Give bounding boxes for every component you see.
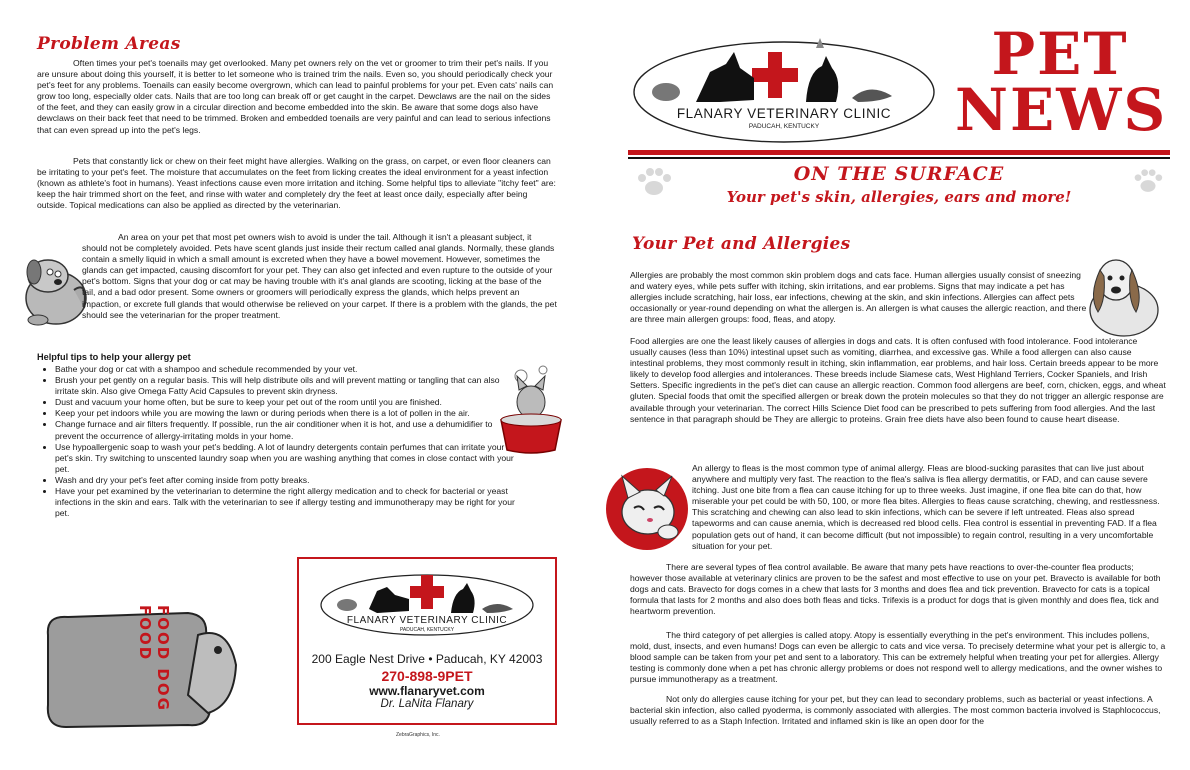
allergies-paragraph-2: Food allergies are one the least likely causes of allergies in dogs and cats. It is often confused with food intolerance. Food intolerance usually causes (less than 10%) intestinal upset such as vomiting, diarrhea, and excessive gas. While a food allergen can also cause intestinal problems, they most commonly result in itching, skin inflammation, ear problems, and hair loss. Certain breeds appear to be more likely to develop food allergies and intolerances. These breeds include Siamese cats, West Highland Terriers, Cocker Spaniels, and Irish Setters. Specific ingredients in the pet's diet can cause an allergic reaction. Common food allergens are beef, corn, chicken, eggs, and wheat gluten. Special foods that omit the specified allergen or break down the protein molecules so that they do not trigger an allergic response are available through your veterinarian. The correct Hills Science Diet food can be prescribed to pets suffering from food allergies. And the last sentence in that paragraph should be They are allergic to proteins. Grain free diets have also been found to cause heart disease. [630, 336, 1166, 424]
masthead-clinic-name: FLANARY VETERINARY CLINIC [676, 106, 892, 121]
problem-areas-heading: Problem Areas [37, 34, 181, 54]
cat-in-tub-icon [495, 362, 567, 456]
card-website: www.flanaryvet.com [369, 684, 485, 698]
allergies-paragraph-6: Not only do allergies cause itching for your pet, but they can lead to secondary problems, such as bacterial or yeast infections. A bacterial skin infection, also called pyoderma, is commonly associated with allergies. The most common bacteria involved is Staphlococcus, usually referred to as a Staph Infection. Irritated and inflamed skin is like an open door for the [630, 694, 1161, 727]
masthead-rule-black [628, 157, 1170, 159]
list-item: • Bathe your dog or cat with a shampoo and schedule recommended by your vet. [55, 364, 515, 375]
credit-line: ZebraGraphics, Inc. [396, 732, 440, 738]
allergies-paragraph-4: There are several types of flea control available. Be aware that many pets have reactions to over-the-counter flea products; however those available at veterinary clinics are proven to be the safest and most effective to use on your pet. Bravecto is available for both dogs and cats. Bravecto for dogs comes in a chew that lasts for 3 months and does flea and tick prevention. Bravecto for cats is a topical formula that lasts for 2 months and also does both fleas and ticks. Trifexis is a product for dogs that is given monthly and does flea, tick and heartworm prevention. [630, 562, 1161, 617]
allergies-heading: Your Pet and Allergies [632, 234, 851, 254]
list-item: • Have your pet examined by the veterinarian to determine the right allergy medication and to check for bacterial or yeast infections in the skin and ears. Talk with the veterinarian to see if allergy testing and immunotherapy may be right for your pet. [55, 486, 515, 519]
card-address: 200 Eagle Nest Drive • Paducah, KY 42003 [311, 652, 543, 666]
food-bag-label: FOOD DOG FOOD [136, 605, 172, 712]
card-doctor: Dr. LaNita Flanary [380, 698, 474, 710]
allergies-paragraph-5: The third category of pet allergies is called atopy. Atopy is essentially everything in the pet's environment. This includes pollens, mold, dust, insects, and even humans! Dogs can even be allergic to cats and vice versa. To precisely determine what your pet is allergic to, a blood sample can be taken from your pet and sent to a laboratory. This can be extremely helpful when treating your pet for allergies. Allergy testing is commonly done when a pet has chronic allergy problems or does not respond well to allergy medications, and the owner wishes to pursue immunotherapy as a treatment. [630, 630, 1166, 685]
clinic-logo-icon [630, 38, 938, 148]
problem-paragraph-1: Often times your pet's toenails may get overlooked. Many pet owners rely on the vet or groomer to trim their pet's nails. If you are unsure about doing this yourself, it is better to let someone who is trained trim the nails. Even so, you should periodically check your pet's feet for any problems. Toenails can easily become overgrown, which can lead to painful problems for your pet. Even cats' nails can grow too long, especially older cats. Nails that are too long can break off or get caught in the carpet. Dewclaws are the nail on the sides of the feet, and they can easily grow in a circular direction and become embedded into the skin. Be aware that some dogs also have dewclaws on their back feet that need to be trimmed. Broken and embedded toenails are very painful and can lead to serious infections that can even spread up into the pet's legs. [37, 58, 554, 135]
problem-paragraph-2: Pets that constantly lick or chew on their feet might have allergies. Walking on the grass, on carpet, or even floor cleaners can be irritating to your pet's feet. The moisture that accumulates on the feet from licking creates the ideal environment for a yeast infection (known as athlete's foot in humans). Yeast infections cause even more irritation and itching. Some helpful tips to alleviate "itchy feet" are: keep the hair trimmed short on the feet, and rinse with water and completely dry the feet at least once daily, especially after being outside. Topical medications can also be applied as directed by the veterinarian. [37, 156, 556, 211]
tips-section [37, 352, 557, 519]
card-clinic-name: FLANARY VETERINARY CLINIC [346, 615, 508, 626]
list-item: • Wash and dry your pet's feet after coming inside from potty breaks. [55, 475, 515, 486]
allergies-paragraph-3 [640, 463, 1166, 552]
list-item: • Use hypoallergenic soap to wash your pet's bedding. A lot of laundry detergents contain perfumes that can irritate your pet's skin. Try switching to unscented laundry soap when you are washing anything that comes in close contact with your pet. [55, 442, 515, 475]
list-item: • Dust and vacuum your home often, but be sure to keep your pet out of the room until you are finished. [55, 397, 515, 408]
basset-hound-icon [1082, 250, 1168, 342]
flea-allergy-text: An allergy to fleas is the most common type of animal allergy. Fleas are blood-sucking parasites that can live just about anywhere and multiply very fast. The reaction to the flea's saliva is flea allergy dermatitis, or FAD, and can cause severe itching. Just one bite from a flea can cause itching for up to three weeks. Just imagine, if one flea bite can do that, how miserable your pet could be with 50, 100, or more flea bites. Allergies to fleas cause scratching, chewing, and restlessness. This scratching and chewing can also lead to skin infections, which can be severe if left untreated. Fleas also spread tapeworms and can cause anemia, which is decreased red blood cells. Flea control is essential in preventing FAD. If a flea population gets out of hand, it can become difficult (but not impossible) to regain control, resulting in a very uncomfortable situation for your pet. [692, 463, 1160, 551]
masthead-title-line2: NEWS [955, 76, 1168, 144]
masthead-title [955, 20, 1168, 144]
surface-subtitle: Your pet's skin, allergies, ears and more! [726, 188, 1072, 206]
list-item: • Change furnace and air filters frequently. If possible, run the air conditioner when it is hot, and use a dehumidifier to prevent the occurrence of allergy-irritating molds in your home. [55, 419, 515, 441]
allergies-paragraph-1: Allergies are probably the most common skin problem dogs and cats face. Human allergies usually consist of sneezing and watery eyes, while pets suffer with itching, skin irritations, and ear problems. Signs that may indicate a pet has allergies include scratching, hair loss, ear infections, chewing at the skin, and skin infections. Allergies can affect pets occasionally or year-round depending on what the allergen is. An allergen is what causes the allergic reaction, and there are three main allergen groups: food, fleas, and atopy. [630, 270, 1087, 325]
masthead-title-line1: PET [991, 20, 1129, 88]
masthead-rule-red [628, 150, 1170, 155]
problem-paragraph-3: An area on your pet that most pet owners wish to avoid is under the tail. Although it isn't a pleasant subject, it should not be completely avoided. Pets have scent glands just inside their rectum called anal glands. Normally, these glands contain a smelly liquid in which a small amount is excreted when they have a bowel movement. However, sometimes the glands can get impacted, causing discomfort for your pet. They can also get infected and even rupture to the outside of your pet's bottom. Signs that your dog or cat may be having trouble with it's anal glands are scooting, licking at the base of the tail, and a bad odor present. Some owners or groomers will periodically express the glands, which helps prevent an impaction, or excrete full glands that would otherwise be relieved on your carpet. If there is a problem with the glands, the pet should see the veterinarian for the proper treatment. [82, 232, 557, 320]
list-item: • Brush your pet gently on a regular basis. This will help distribute oils and will prevent matting or tangling that can also irritate skin. Also give Omega Fatty Acid Capsules to prevent skin dryness. [55, 375, 515, 397]
tips-heading: Helpful tips to help your allergy pet [37, 352, 191, 362]
clinic-logo-icon [317, 569, 537, 637]
list-item: • Keep your pet indoors while you are mowing the lawn or during periods when there is a lot of pollen in the air. [55, 408, 515, 419]
card-clinic-city: PADUCAH, KENTUCKY [399, 627, 455, 633]
surface-title: ON THE SURFACE [793, 163, 1005, 185]
masthead-clinic-city: PADUCAH, KENTUCKY [748, 123, 820, 130]
clinic-card [297, 557, 557, 725]
tips-list [37, 364, 515, 519]
card-phone: 270-898-9PET [381, 668, 473, 684]
